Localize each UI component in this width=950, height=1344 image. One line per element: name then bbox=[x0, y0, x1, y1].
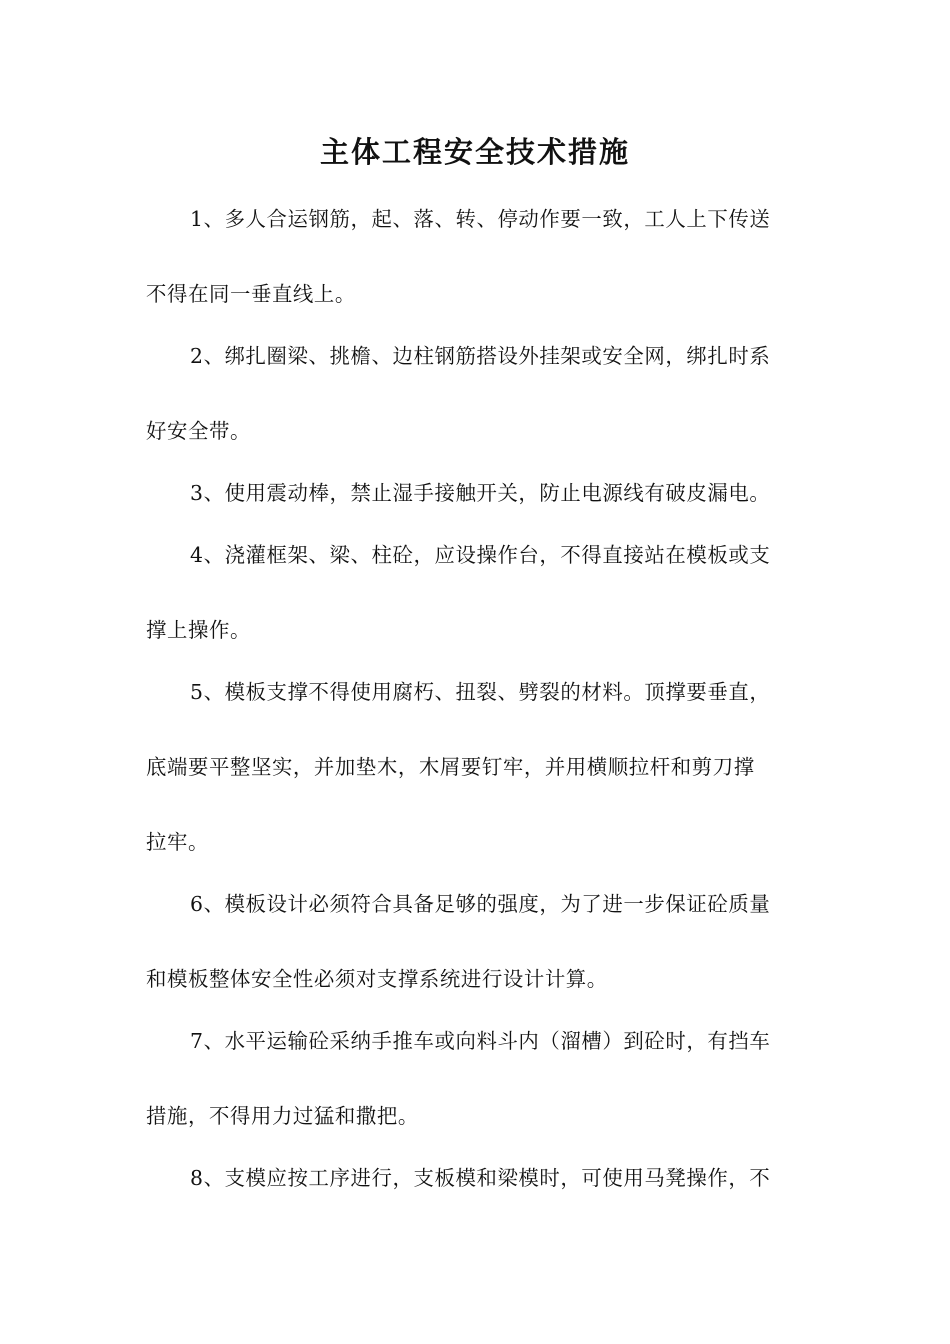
item-2-line-2: 好安全带。 bbox=[146, 419, 251, 443]
document-title: 主体工程安全技术措施 bbox=[319, 135, 630, 169]
item-7-line-2: 措施，不得用力过猛和撒把。 bbox=[146, 1104, 419, 1128]
item-8-line-1: 8、支模应按工序进行，支板模和梁模时，可使用马凳操作，不 bbox=[190, 1166, 771, 1190]
item-5-line-3: 拉牢。 bbox=[146, 830, 209, 854]
item-6-line-2: 和模板整体安全性必须对支撑系统进行设计计算。 bbox=[146, 967, 608, 991]
item-1-line-2: 不得在同一垂直线上。 bbox=[146, 282, 356, 306]
item-1-line-1: 1、多人合运钢筋，起、落、转、停动作要一致，工人上下传送 bbox=[190, 207, 771, 231]
item-4-line-1: 4、浇灌框架、梁、柱砼，应设操作台，不得直接站在模板或支 bbox=[190, 543, 771, 567]
item-6-line-1: 6、模板设计必须符合具备足够的强度，为了进一步保证砼质量 bbox=[190, 892, 771, 916]
item-5-line-2: 底端要平整坚实，并加垫木，木屑要钉牢，并用横顺拉杆和剪刀撑 bbox=[146, 755, 755, 779]
item-2-line-1: 2、绑扎圈梁、挑檐、边柱钢筋搭设外挂架或安全网，绑扎时系 bbox=[190, 344, 771, 368]
item-5-line-1: 5、模板支撑不得使用腐朽、扭裂、劈裂的材料。顶撑要垂直， bbox=[190, 680, 771, 704]
item-4-line-2: 撑上操作。 bbox=[146, 618, 251, 642]
item-3-line-1: 3、使用震动棒，禁止湿手接触开关，防止电源线有破皮漏电。 bbox=[190, 481, 771, 505]
item-7-line-1: 7、水平运输砼采纳手推车或向料斗内（溜槽）到砼时，有挡车 bbox=[190, 1029, 771, 1053]
